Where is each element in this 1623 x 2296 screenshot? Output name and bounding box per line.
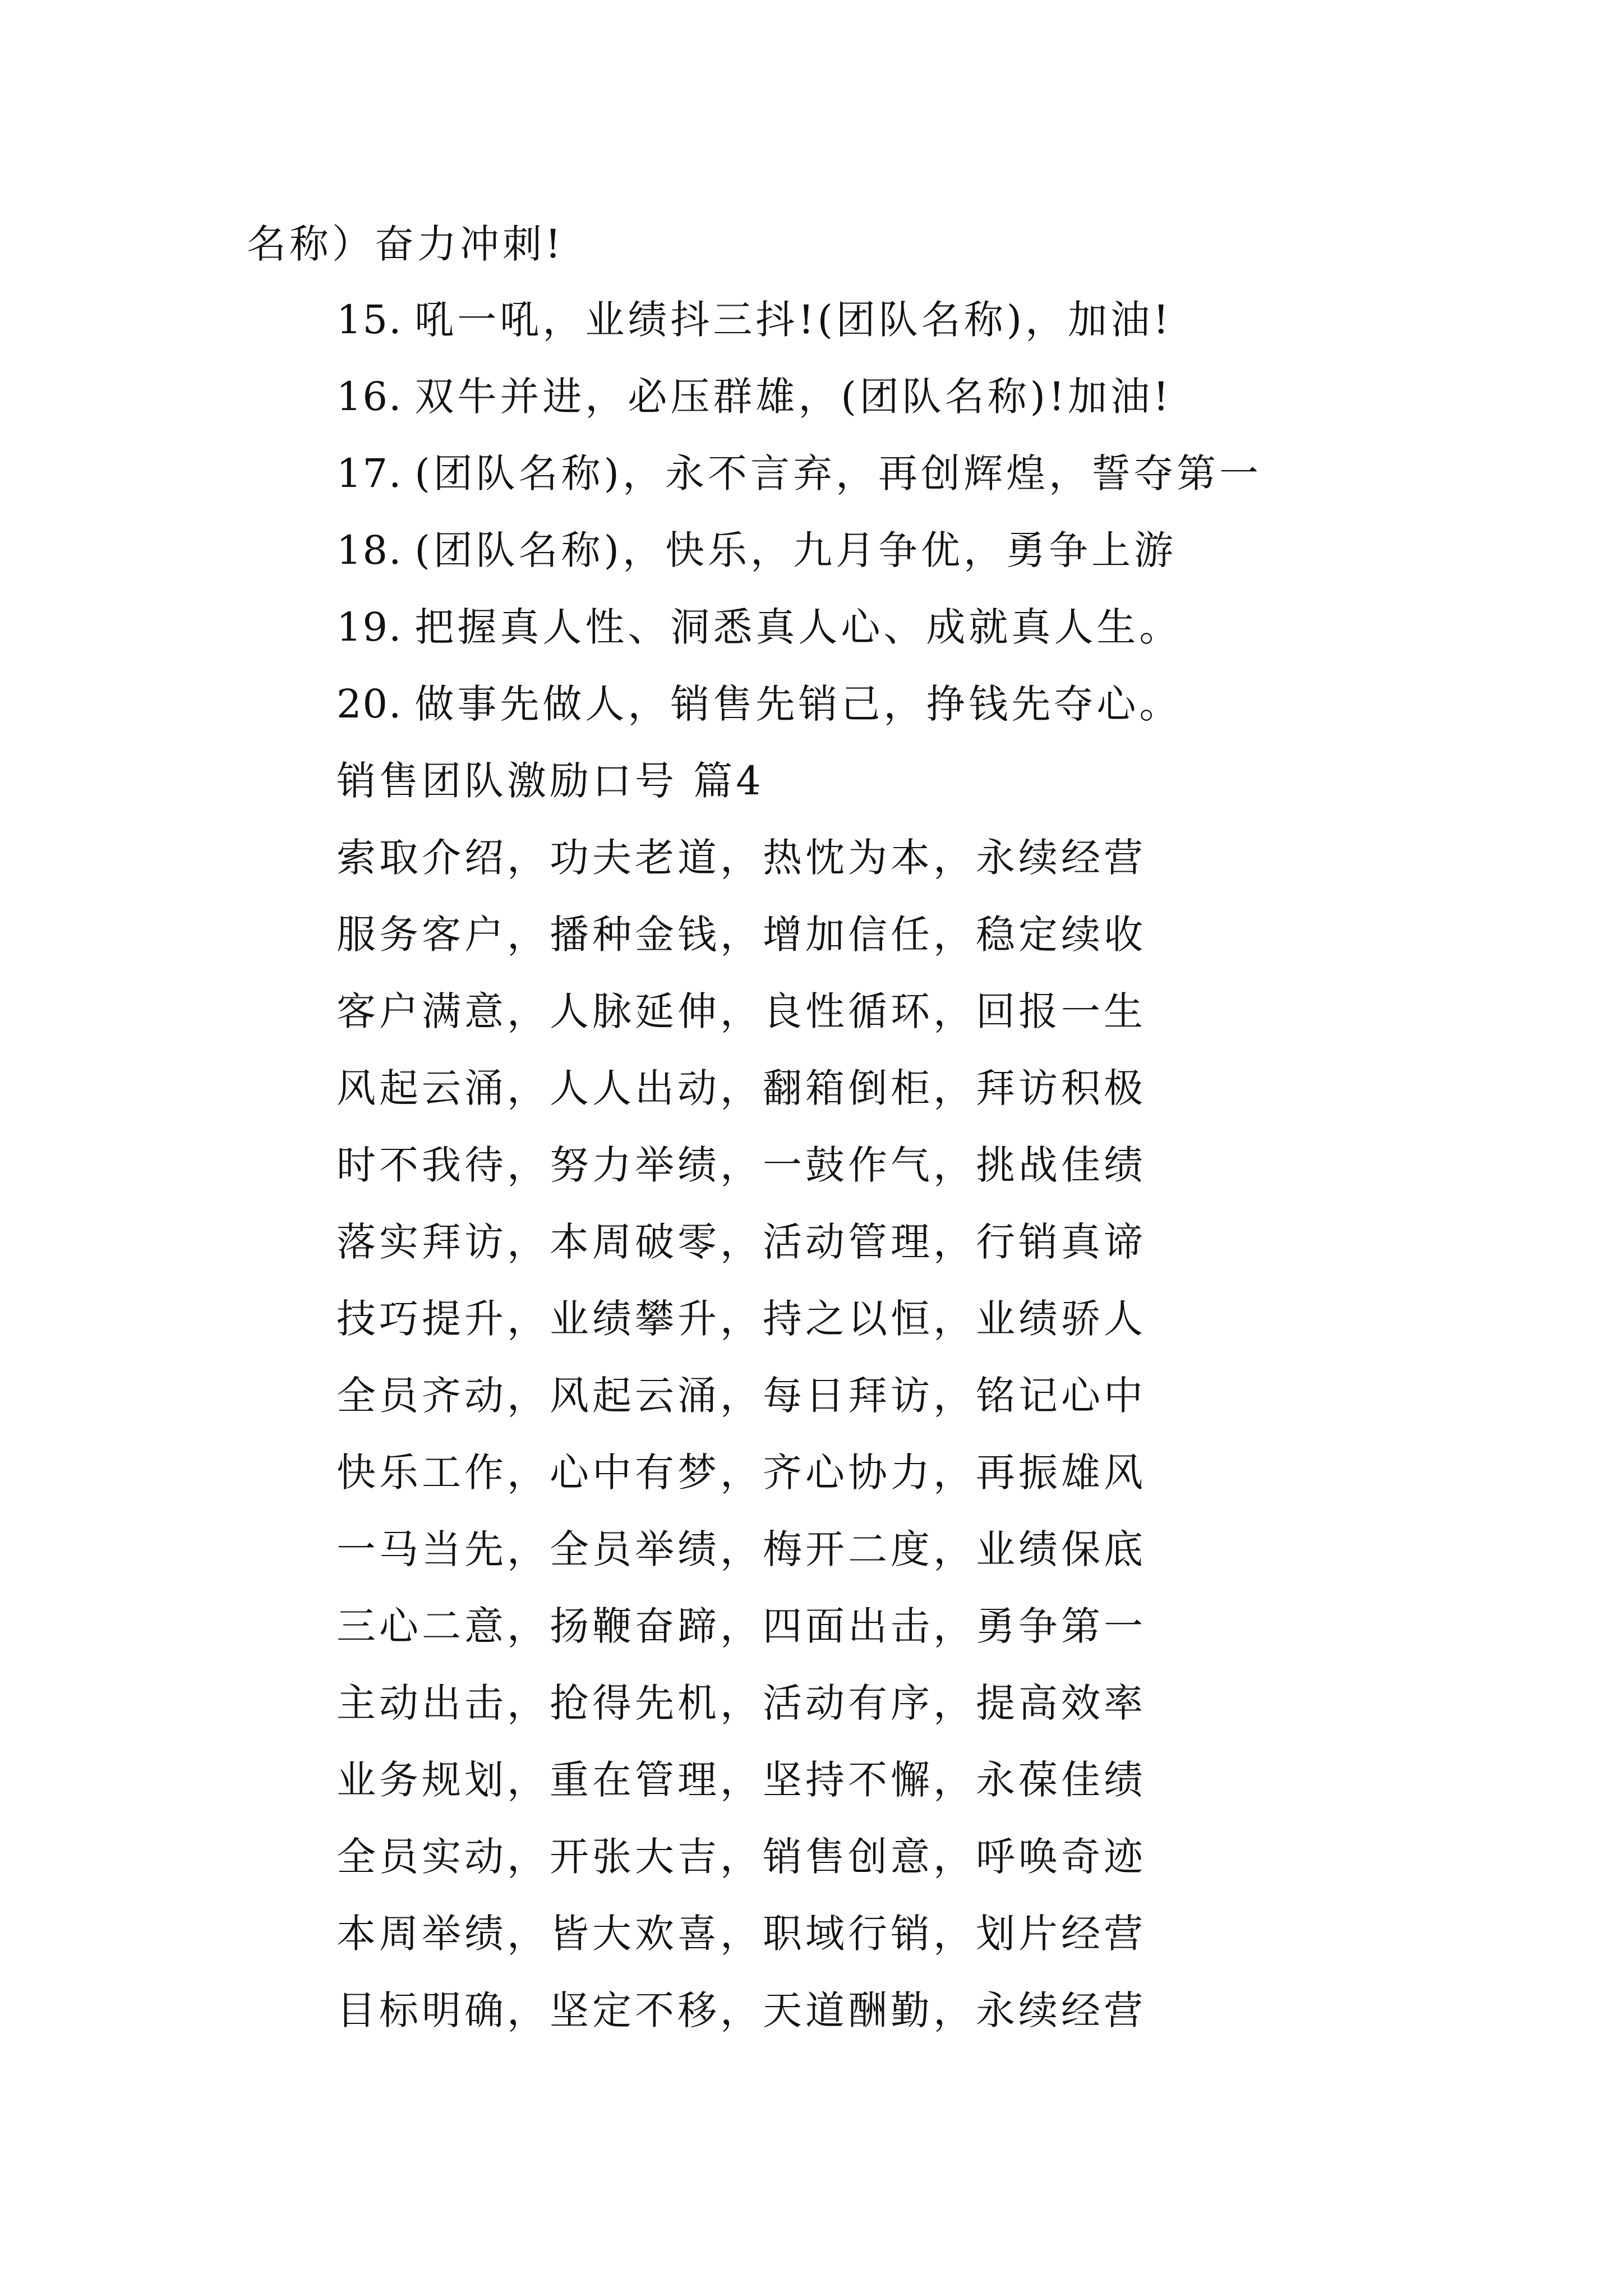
continuation-line: 名称）奋力冲刺! — [247, 221, 565, 267]
numbered-item — [336, 297, 1173, 343]
numbered-item — [336, 450, 1262, 496]
slogan-line: 快乐工作，心中有梦，齐心协力，再振雄风 — [336, 1450, 1146, 1496]
numbered-item — [336, 604, 1182, 650]
item-number: 16. — [336, 374, 403, 420]
slogan-line: 服务客户，播种金钱，增加信任，稳定续收 — [336, 912, 1146, 958]
item-number: 20. — [336, 681, 403, 727]
item-text: 把握真人性、洞悉真人心、成就真人生。 — [414, 604, 1182, 650]
numbered-item — [336, 527, 1177, 573]
slogan-line: 全员齐动，风起云涌，每日拜访，铭记心中 — [336, 1373, 1146, 1419]
slogan-line: 三心二意，扬鞭奋蹄，四面出击，勇争第一 — [336, 1603, 1146, 1649]
slogan-line: 技巧提升，业绩攀升，持之以恒，业绩骄人 — [336, 1296, 1146, 1342]
numbered-item — [336, 374, 1173, 420]
slogan-line: 全员实动，开张大吉，销售创意，呼唤奇迹 — [336, 1834, 1146, 1880]
slogan-line: 主动出击，抢得先机，活动有序，提高效率 — [336, 1680, 1146, 1726]
slogan-line: 落实拜访，本周破零，活动管理，行销真谛 — [336, 1219, 1146, 1265]
slogan-line: 时不我待，努力举绩，一鼓作气，挑战佳绩 — [336, 1142, 1146, 1188]
slogan-line: 风起云涌，人人出动，翻箱倒柜，拜访积极 — [336, 1065, 1146, 1111]
item-text: (团队名称)，永不言弃，再创辉煌，誓夺第一 — [414, 450, 1262, 496]
slogan-line: 目标明确，坚定不移，天道酬勤，永续经营 — [336, 1987, 1146, 2033]
slogan-line: 本周举绩，皆大欢喜，职域行销，划片经营 — [336, 1911, 1146, 1957]
item-number: 18. — [336, 527, 403, 573]
item-text: 做事先做人，销售先销己，挣钱先夺心。 — [414, 681, 1182, 727]
slogan-line: 业务规划，重在管理，坚持不懈，永葆佳绩 — [336, 1757, 1146, 1803]
slogan-line: 客户满意，人脉延伸，良性循环，回报一生 — [336, 988, 1146, 1034]
section-heading: 销售团队激励口号 篇4 — [336, 758, 764, 804]
numbered-item — [336, 681, 1182, 727]
slogan-line: 一马当先，全员举绩，梅开二度，业绩保底 — [336, 1526, 1146, 1572]
item-number: 17. — [336, 450, 403, 496]
item-number: 19. — [336, 604, 403, 650]
slogan-line: 索取介绍，功夫老道，热忱为本，永续经营 — [336, 835, 1146, 881]
item-text: 双牛并进，必压群雄，(团队名称)!加油! — [414, 374, 1173, 420]
item-number: 15. — [336, 297, 403, 343]
item-text: 吼一吼，业绩抖三抖!(团队名称)，加油! — [414, 297, 1173, 343]
item-text: (团队名称)，快乐，九月争优，勇争上游 — [414, 527, 1177, 573]
